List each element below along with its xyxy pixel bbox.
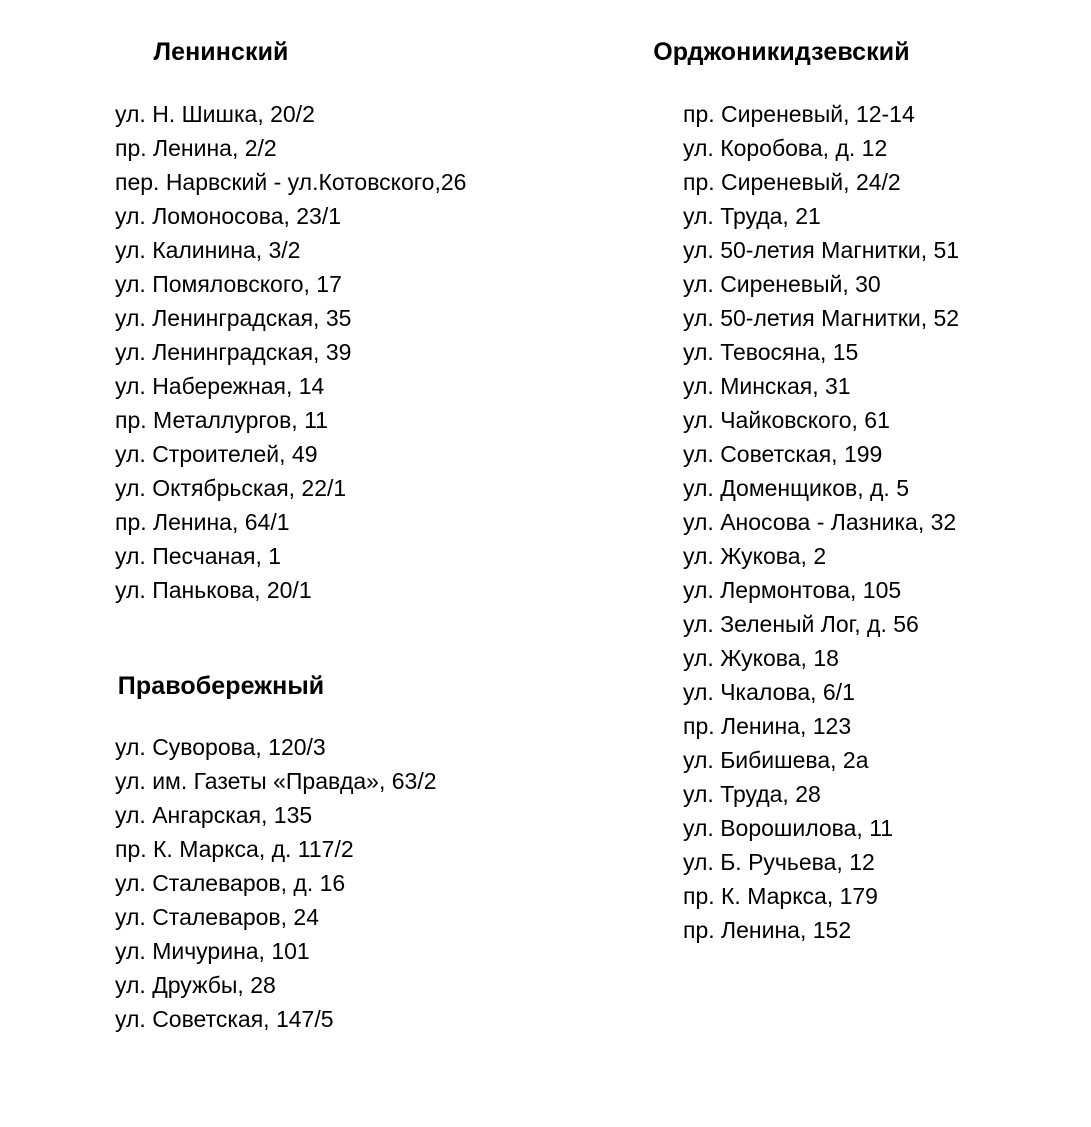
district-heading-leninsky: Ленинский [153, 38, 289, 66]
address-item: ул. Ворошилова, 11 [683, 815, 894, 841]
address-item: ул. Ангарская, 135 [115, 802, 313, 828]
address-item: ул. Суворова, 120/3 [115, 734, 326, 760]
address-item: ул. Советская, 147/5 [115, 1006, 334, 1032]
address-item: ул. Ломоносова, 23/1 [115, 203, 342, 229]
address-item: пр. Ленина, 123 [683, 713, 852, 739]
address-item: ул. им. Газеты «Правда», 63/2 [115, 768, 437, 794]
address-item: пр. Металлургов, 11 [115, 407, 328, 433]
district-block-pravoberezhny [0, 674, 540, 1036]
address-item: ул. Лермонтова, 105 [683, 577, 902, 603]
address-item: пер. Нарвский - ул.Котовского,26 [115, 169, 467, 195]
address-list-leninsky [0, 97, 540, 607]
address-item: ул. Панькова, 20/1 [115, 577, 312, 603]
address-item: ул. 50-летия Магнитки, 51 [683, 237, 960, 263]
address-item: ул. Дружбы, 28 [115, 972, 276, 998]
column-right [540, 0, 1091, 947]
address-item: пр. К. Маркса, д. 117/2 [115, 836, 354, 862]
address-item: ул. Тевосяна, 15 [683, 339, 859, 365]
address-item: ул. Чкалова, 6/1 [683, 679, 855, 705]
address-list-pravoberezhny [0, 730, 540, 1036]
address-item: ул. Песчаная, 1 [115, 543, 282, 569]
address-item: ул. Ленинградская, 39 [115, 339, 352, 365]
address-item: ул. Помяловского, 17 [115, 271, 342, 297]
address-item: ул. Б. Ручьева, 12 [683, 849, 875, 875]
address-item: ул. 50-летия Магнитки, 52 [683, 305, 960, 331]
address-item: пр. Ленина, 2/2 [115, 135, 277, 161]
address-item: ул. Минская, 31 [683, 373, 851, 399]
address-item: ул. Октябрьская, 22/1 [115, 475, 347, 501]
address-item: ул. Н. Шишка, 20/2 [115, 101, 315, 127]
district-block-ordzhonikidzevsky [540, 40, 1091, 947]
address-item: ул. Сталеваров, д. 16 [115, 870, 346, 896]
address-item: пр. Ленина, 64/1 [115, 509, 290, 535]
address-item: ул. Жукова, 2 [683, 543, 827, 569]
address-item: ул. Строителей, 49 [115, 441, 318, 467]
address-item: пр. Сиреневый, 24/2 [683, 169, 901, 195]
district-heading-pravoberezhny: Правобережный [117, 672, 325, 700]
address-item: ул. Чайковского, 61 [683, 407, 890, 433]
address-list-ordzhonikidzevsky [540, 97, 1091, 947]
address-item: ул. Доменщиков, д. 5 [683, 475, 910, 501]
address-item: ул. Труда, 28 [683, 781, 821, 807]
address-item: ул. Ленинградская, 35 [115, 305, 352, 331]
district-heading-ordzhonikidzevsky: Орджоникидзевский [653, 38, 910, 66]
address-item: ул. Калинина, 3/2 [115, 237, 301, 263]
address-item: ул. Советская, 199 [683, 441, 883, 467]
address-item: ул. Набережная, 14 [115, 373, 325, 399]
address-item: пр. Сиреневый, 12-14 [683, 101, 915, 127]
address-item: ул. Аносова - Лазника, 32 [683, 509, 957, 535]
address-item: ул. Сиреневый, 30 [683, 271, 881, 297]
address-item: пр. К. Маркса, 179 [683, 883, 878, 909]
column-left [0, 0, 540, 1036]
address-item: ул. Сталеваров, 24 [115, 904, 320, 930]
address-item: ул. Мичурина, 101 [115, 938, 310, 964]
address-item: пр. Ленина, 152 [683, 917, 852, 943]
address-item: ул. Зеленый Лог, д. 56 [683, 611, 919, 637]
address-item: ул. Труда, 21 [683, 203, 821, 229]
address-item: ул. Жукова, 18 [683, 645, 839, 671]
district-block-leninsky [0, 40, 540, 607]
address-item: ул. Бибишева, 2а [683, 747, 869, 773]
address-item: ул. Коробова, д. 12 [683, 135, 888, 161]
